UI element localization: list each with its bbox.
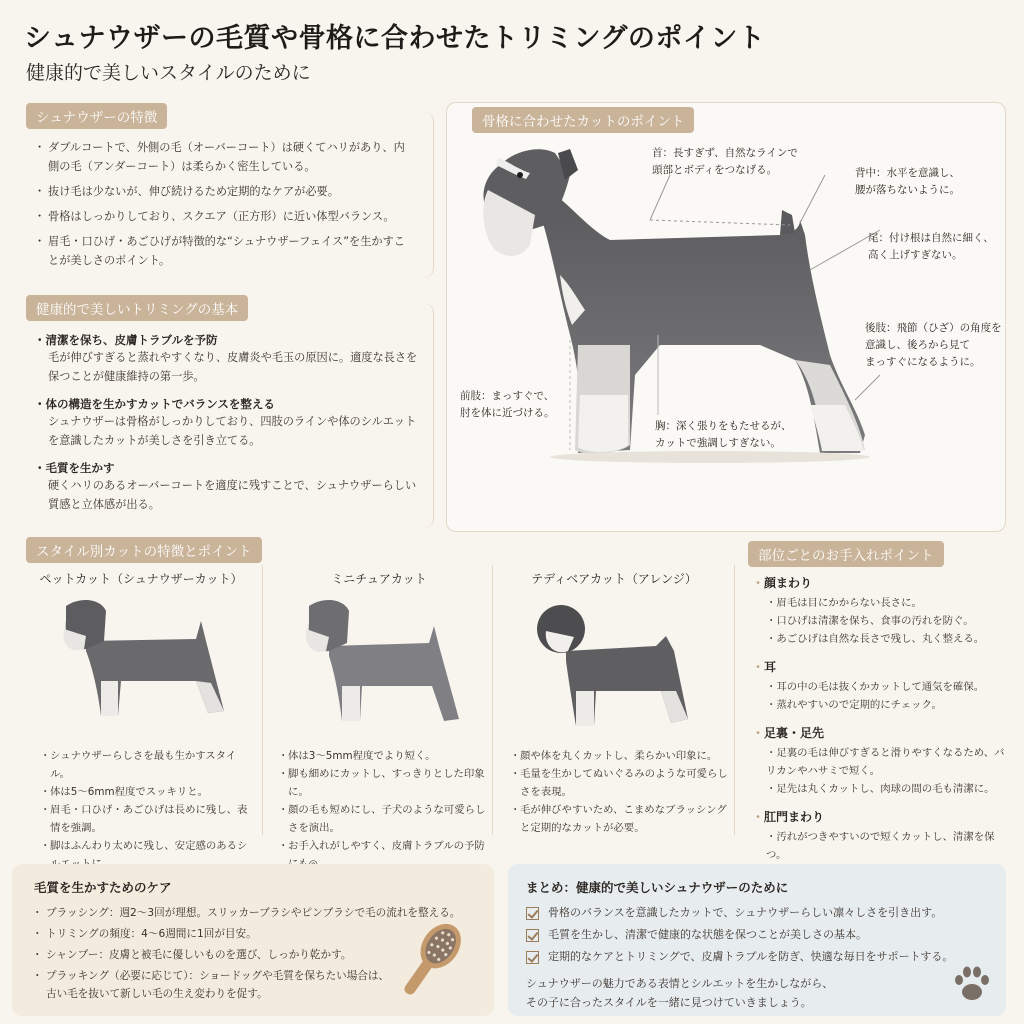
summary-checks [526,902,996,968]
basics-text: シュナウザーは骨格がしっかりしており、四肢のラインや体のシルエットを意識したカットが美しさを引き立てる。 [48,415,417,447]
annotation-hind: 後肢：飛節（ひざ）の角度を 意識し、後ろから見て まっすぐになるように。 [865,322,1002,368]
list-item: ・ 抜け毛は少ないが、伸び続けるため定期的なケアが必要。 [34,185,339,198]
styles-tag: スタイル別カットの特徴とポイント [26,537,262,563]
dog-illustration [496,591,732,741]
cut-points: ・ 体は3〜5mm程度でより短く。 ・ 脚も細めにカットし、すっきりとした印象に。 ・ 顔の毛も短めにし、子犬のような可愛らしさを演出。 ・ お手入れがしやすく、皮膚トラブルの予防 [278,750,486,852]
parts-tag: 部位ごとのお手入れポイント [748,541,944,567]
summary-check-item: 骨格のバランスを意識したカットで、シュナウザーらしい凛々しさを引き出す。 [526,902,996,924]
basics-tag: 健康的で美しいトリミングの基本 [26,295,248,321]
list-item: ・蒸れやすいので定期的にチェック。 [766,699,942,711]
list-item: ・ トリミングの頻度：4〜6週間に1回が目安。 [32,928,257,940]
dog-illustration [264,591,494,741]
list-item: ・口ひげは清潔を保ち、食事の汚れを防ぐ。 [766,615,974,627]
basics-text: 毛が伸びすぎると蒸れやすくなり、皮膚炎や毛玉の原因に。適度な長さを保つことが健康維持の第一歩。 [48,351,418,383]
traits-list [34,138,414,276]
skeleton-tag: 骨格に合わせたカットのポイント [472,107,694,133]
paw-icon [950,962,994,1006]
care-title: 毛質を生かすためのケア [34,880,172,895]
checkbox-icon [526,907,539,920]
annotation-chest: 胸：深く張りをもたせるが、 カットで強調しすぎない。 [655,420,792,449]
parts-list [752,568,1014,864]
page-title: シュナウザーの毛質や骨格に合わせたトリミングのポイント [24,23,766,54]
list-item: ・汚れがつきやすいので短くカットし、清潔を保つ。 [766,831,995,861]
summary-check-item: 定期的なケアとトリミングで、皮膚トラブルを防ぎ、快適な毎日をサポートする。 [526,946,996,968]
list-item: ・足裏の毛は伸びすぎると滑りやすくなるため、バリカンやハサミで短く。 [766,747,1005,777]
parts-heading: ・ 顔まわり [752,574,1014,591]
cut-points: ・ シュナウザーらしさを最も生かすスタイル。 ・ 体は5〜6mm程度でスッキリと。 ・ 眉毛・口ひげ・あごひげは長めに残し、表情を強調。 ・ 脚はふんわり太めに残し、安定感のあるシ [40,750,248,852]
basics-heading: ・清潔を保ち、皮膚トラブルを予防 [34,333,218,347]
list-item: ・ ブラッシング：週2〜3回が理想。スリッカーブラシやピンブラシで毛の流れを整える。 [32,907,461,919]
parts-heading: ・ 肛門まわり [752,808,1014,825]
list-item: ・ シャンプー：皮膚と被毛に優しいものを選び、しっかり乾かす。 [32,949,352,961]
parts-heading: ・ 耳 [752,658,1014,675]
brush-icon [392,920,472,1005]
annotation-neck: 首：長すぎず、自然なラインで 頭部とボディをつなげる。 [652,147,798,176]
basics-text: 硬くハリのあるオーバーコートを適度に残すことで、シュナウザーらしい質感と立体感が出る。 [48,479,417,511]
traits-tag: シュナウザーの特徴 [26,103,167,129]
cut-pet [26,560,256,852]
list-item: ・ プラッキング（必要に応じて）：ショードッグや毛質を保ちたい場合は、古い毛を抜いて新しい毛の生え変わりを促す。 [32,970,390,1000]
checkbox-icon [526,929,539,942]
dog-illustration [26,591,256,741]
basics-heading: ・体の構造を生かすカットでバランスを整える [34,397,275,411]
list-item: ・ 骨格はしっかりしており、スクエア（正方形）に近い体型バランス。 [34,210,395,223]
divider [734,565,735,835]
annotation-tail: 尾：付け根は自然に細く、 高く上げすぎない。 [868,232,994,261]
list-item: ・眉毛は目にかからない長さに。 [766,597,922,609]
summary-closing: シュナウザーの魅力である表情とシルエットを生かしながら、 その子に合ったスタイルを一緒に見つけていきましょう。 [526,977,834,1009]
summary-title: まとめ：健康的で美しいシュナウザーのために [526,880,789,895]
list-item: ・ ダブルコートで、外側の毛（オーバーコート）は硬くてハリがあり、内側の毛（アンダーコート）は柔らかく密生している。 [34,141,405,173]
summary-check-item: 毛質を生かし、清潔で健康的な状態を保つことが美しさの基本。 [526,924,996,946]
basics-list [34,332,419,524]
cut-title: ペットカット（シュナウザーカット） [39,572,243,586]
cut-title: テディベアカット（アレンジ） [531,572,697,586]
annotation-front: 前肢：まっすぐで、 肘を体に近づける。 [460,390,555,419]
checkbox-icon [526,951,539,964]
list-item: ・あごひげは自然な長さで残し、丸く整える。 [766,633,985,645]
cut-miniature [264,560,494,852]
cut-teddy [496,560,732,845]
list-item: ・耳の中の毛は抜くかカットして通気を確保。 [766,681,985,693]
annotation-back: 背中：水平を意識し、 腰が落ちないように。 [855,167,960,196]
list-item: ・ 眉毛・口ひげ・あごひげが特徴的な“シュナウザーフェイス”を生かすことが美しさのポイント。 [34,235,405,267]
cut-title: ミニチュアカット [331,572,427,586]
list-item: ・足先は丸くカットし、肉球の間の毛も清潔に。 [766,783,995,795]
parts-heading: ・ 足裏・足先 [752,724,1014,741]
basics-heading: ・毛質を生かす [34,461,115,475]
page-subtitle: 健康的で美しいスタイルのために [26,62,311,84]
divider [262,565,263,835]
cut-points: ・ 顔や体を丸くカットし、柔らかい印象に。 ・ 毛量を生かしてぬいぐるみのような可愛らしさを表現。 ・ 毛が伸びやすいため、こまめなブラッシングと定期的なカットが必要。 [510,750,728,834]
